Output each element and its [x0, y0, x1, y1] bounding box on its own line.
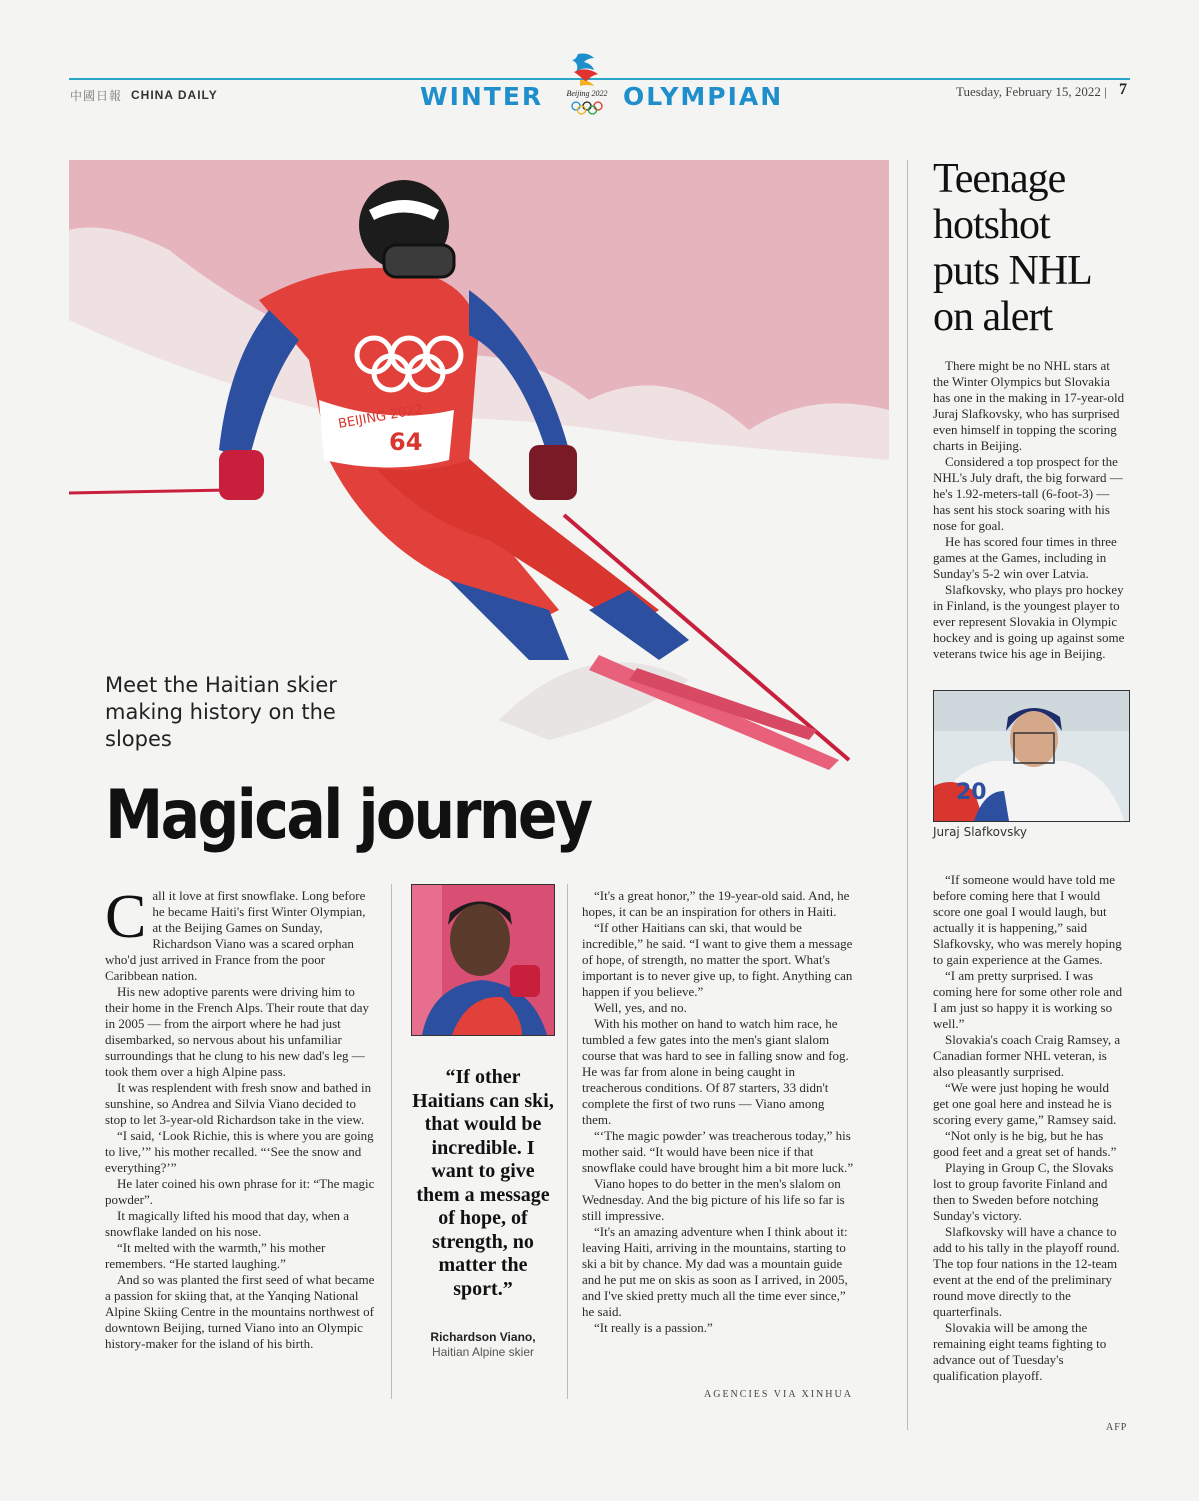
article-paragraph: Slovakia's coach Craig Ramsey, a Canadian former NHL veteran, is also pleasantly surprised.	[933, 1032, 1121, 1079]
article-paragraph: Well, yes, and no.	[594, 1000, 687, 1015]
article-paragraph: all it love at first snowflake. Long before he became Haiti's first Winter Olympian, at the Beijing Games on Sunday, Richardson Viano was a scared orphan who'd just arrived in France from the poor Caribbean nation.	[105, 888, 366, 983]
article-paragraph: Considered a top prospect for the NHL's July draft, the big forward — he's 1.92-meters-tall (6-foot-3) — has sent his stock soaring with his nose for goal.	[933, 454, 1123, 533]
viano-portrait-photo	[411, 884, 555, 1036]
pull-quote: “If other Haitians can ski, that would be incredible. I want to give them a message of hope, of strength, no matter the sport.”	[412, 1066, 554, 1300]
side-photo-caption: Juraj Slafkovsky	[933, 825, 1027, 839]
paper-name: CHINA DAILY	[131, 88, 218, 102]
side-story-column-1	[933, 358, 1128, 662]
article-paragraph: “It's an amazing adventure when I think about it: leaving Haiti, arriving in the mountains, starting to ski a bit by chance. My dad was a mountain guide and he put me on skis as soon as I arrived, in 2005, and I've skied pretty much all the time ever since,” he said.	[582, 1224, 848, 1319]
article-paragraph: “I said, ‘Look Richie, this is where you are going to live,’” his mother recalled. “‘See the snow and everything?’”	[105, 1128, 374, 1175]
column-divider	[391, 884, 392, 1399]
bib-number: 64	[389, 428, 423, 456]
section-title-right: OLYMPIAN	[623, 82, 784, 111]
beijing-2022-emblem-icon	[556, 50, 618, 118]
article-paragraph: With his mother on hand to watch him race, he tumbled a few gates into the men's giant slalom course that was hard to see in falling snow and fog. He was far from alone in being caught in treacherous conditions. Of 87 starters, 33 didn't complete the first of two runs — Viano among them.	[582, 1016, 849, 1127]
article-paragraph: “It really is a passion.”	[594, 1320, 713, 1335]
article-paragraph: “It melted with the warmth,” his mother remembers. “He started laughing.”	[105, 1240, 326, 1271]
article-paragraph: His new adoptive parents were driving him to their home in the French Alps. Their route that day in 2005 — from the airport where he had just disembarked, so nervous about his unfamiliar surroundings that he clung to his new dad's leg — took them over a high Alpine pass.	[105, 984, 370, 1079]
pull-quote-attribution-role: Haitian Alpine skier	[431, 1345, 535, 1359]
article-paragraph: There might be no NHL stars at the Winter Olympics but Slovakia has one in the making in 17-year-old Juraj Slafkovsky, who has surprised even himself in topping the scoring charts in Beijing.	[933, 358, 1125, 453]
article-paragraph: Slovakia will be among the remaining eight teams fighting to advance out of Tuesday's qualification playoff.	[933, 1320, 1107, 1383]
section-title-left: WINTER	[420, 82, 544, 111]
article-paragraph: Viano hopes to do better in the men's slalom on Wednesday. And the big picture of his life so far is still impressive.	[582, 1176, 845, 1223]
side-story-column-2	[933, 872, 1128, 1384]
page-number: 7	[1119, 81, 1127, 98]
article-paragraph: He has scored four times in three games at the Games, including in Sunday's 5-2 win over Latvia.	[933, 534, 1117, 581]
pull-quote-attribution-name: Richardson Viano,	[430, 1330, 536, 1344]
article-paragraph: “If other Haitians can ski, that would be incredible,” he said. “I want to give them a message of hope, of strength, no matter the sport. What's important is to never give up, to fight. Anything can happen if you believe.”	[582, 920, 853, 999]
article-paragraph: He later coined his own phrase for it: “The magic powder”.	[105, 1176, 375, 1207]
article-paragraph: Slafkovsky, who plays pro hockey in Finland, is the youngest player to ever represent Slovakia in Olympic hockey and is going up against some veterans twice his age in Beijing.	[933, 582, 1125, 661]
article-paragraph: Playing in Group C, the Slovaks lost to group favorite Finland and then to Sweden before notching Sunday's victory.	[933, 1160, 1114, 1223]
paper-logo-glyphs: 中國日報	[70, 89, 123, 103]
article-paragraph: “I am pretty surprised. I was coming here for some other role and I am just so happy it is working so well.”	[933, 968, 1123, 1031]
side-story-headline: Teenage hotshot puts NHL on alert	[933, 156, 1091, 340]
article-column-3	[582, 888, 854, 1336]
article-paragraph: “It's a great honor,” the 19-year-old said. And, he hopes, it can be an inspiration for others in Haiti.	[582, 888, 850, 919]
slafkovsky-photo	[933, 690, 1130, 822]
column-divider	[567, 884, 568, 1399]
article-paragraph: “‘The magic powder’ was treacherous today,” his mother said. “It would have been nice if that snowflake could have brought him a bit more luck.”	[582, 1128, 854, 1175]
story-kicker: Meet the Haitian skier making history on the slopes	[105, 673, 337, 751]
article-column-1	[105, 883, 375, 1352]
photo-credit: AGENCIES VIA XINHUA	[704, 1389, 853, 1400]
article-paragraph: Slafkovsky will have a chance to add to his tally in the playoff round. The top four nations in the 12-team event at the end of the preliminary round move directly to the quarterfinals.	[933, 1224, 1120, 1319]
story-headline: Magical journey	[105, 776, 591, 855]
article-paragraph: “If someone would have told me before coming here that I would score one goal I would laugh, but actually it is happening,” said Slafkovsky, who was merely hoping to gain experience at the Games.	[933, 872, 1122, 967]
issue-date: Tuesday, February 15, 2022 |	[956, 84, 1107, 99]
bib-text: BEIJING 2022	[337, 402, 425, 432]
side-photo-credit: AFP	[1106, 1422, 1128, 1433]
drop-cap: C	[105, 883, 147, 951]
article-paragraph: “Not only is he big, but he has good feet and a great set of hands.”	[933, 1128, 1117, 1159]
article-paragraph: And so was planted the first seed of what became a passion for skiing that, at the Yanqing National Alpine Skiing Centre in the mountains northwest of downtown Beijing, turned Viano into an Olympic history-maker for the island of his birth.	[105, 1272, 375, 1351]
column-divider	[907, 160, 908, 1430]
jersey-number: 20	[956, 780, 987, 805]
article-paragraph: “We were just hoping he would get one goal here and instead he is scoring every game,” Ramsey said.	[933, 1080, 1117, 1127]
article-paragraph: It magically lifted his mood that day, when a snowflake landed on his nose.	[105, 1208, 350, 1239]
article-paragraph: It was resplendent with fresh snow and bathed in sunshine, so Andrea and Silvia Viano decided to stop to let 3-year-old Richardson take in the view.	[105, 1080, 372, 1127]
emblem-text: Beijing 2022	[566, 89, 608, 98]
